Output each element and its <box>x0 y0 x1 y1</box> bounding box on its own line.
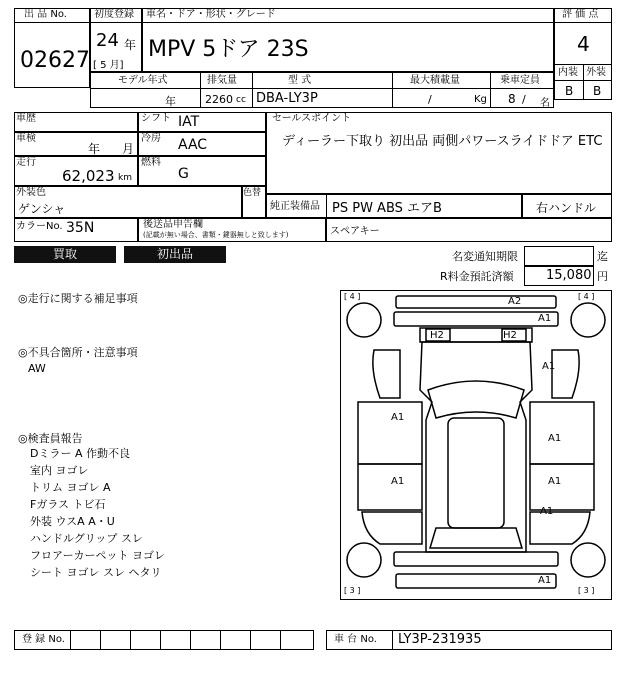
model-year-unit: 年 <box>165 95 176 108</box>
tailgate-shape <box>394 552 558 566</box>
shift-label: シフト <box>141 113 171 124</box>
displacement: 2260 <box>205 93 233 106</box>
fuel: G <box>178 166 189 182</box>
lot-number-label: 出 品 No. <box>24 9 67 20</box>
first-registration-year: 24 <box>96 30 119 51</box>
front-bumper-shape <box>396 296 556 308</box>
damage-front-fender-right: A1 <box>542 361 556 372</box>
steering: 右ハンドル <box>536 201 597 215</box>
sales-point: ディーラー下取り 初出品 両側パワースライドドア ETC <box>282 134 603 149</box>
capacity-label: 乗車定員 <box>500 75 540 86</box>
mileage-label: 走行 <box>16 157 36 168</box>
damage-front-bumper: A2 <box>508 296 522 307</box>
exterior-color-label: 外装色 <box>16 187 46 198</box>
year-unit: 年 <box>124 38 137 52</box>
inspector-line: シート ヨゴレ スレ ヘタリ <box>30 566 162 579</box>
damage-rear-door-right: A1 <box>548 476 562 487</box>
tire-tread-front-right: [ 4 ] <box>578 292 595 301</box>
chassis-number-label: 車 台 No. <box>334 634 377 645</box>
interior-grade-label: 内装 <box>558 67 578 78</box>
inspector-line: トリム ヨゴレ A <box>30 481 111 494</box>
oem-equipment-label: 純正装備品 <box>270 201 320 212</box>
damage-rear-bumper: A1 <box>538 575 552 586</box>
model-label: 型 式 <box>288 75 312 86</box>
front-fender-right-shape <box>552 350 579 398</box>
tire-rear-right-icon <box>571 543 605 577</box>
shaken-year-unit: 年 <box>88 142 101 156</box>
car-outline <box>340 290 612 600</box>
front-grille-shape <box>394 312 558 326</box>
damage-front-door-left: A1 <box>391 412 405 423</box>
chassis-number: LY3P-231935 <box>398 632 482 647</box>
ac: AAC <box>178 137 208 153</box>
capacity-separator: / <box>522 93 526 106</box>
driving-notes-label: ◎走行に関する補足事項 <box>18 292 138 305</box>
inspector-line: Dミラー A 作動不良 <box>30 447 130 460</box>
rear-window-shape <box>430 528 522 548</box>
defects: AW <box>28 362 46 375</box>
ac-label: 冷房 <box>141 133 161 144</box>
history-label: 車歴 <box>16 113 36 124</box>
first-listing-button: 初出品 <box>124 246 226 263</box>
exterior-grade: B <box>593 84 602 98</box>
oem-equipment: PS PW ABS エアB <box>332 201 442 216</box>
exterior-grade-label: 外装 <box>586 67 606 78</box>
capacity: 8 <box>508 92 516 106</box>
tire-tread-front-left: [ 4 ] <box>344 292 361 301</box>
name-change-deadline-label: 名変通知期限 <box>452 250 518 263</box>
model-code: DBA-LY3P <box>256 91 318 106</box>
first-registration-label: 初度登録 <box>94 9 134 20</box>
inspector-line: フロアーカーペット ヨゴレ <box>30 549 165 562</box>
rear-bumper-shape <box>396 574 556 588</box>
body-shape <box>420 342 532 552</box>
tire-tread-rear-left: [ 3 ] <box>344 586 361 595</box>
exterior-color: ゲンシャ <box>18 202 66 216</box>
tire-front-left-icon <box>347 303 381 337</box>
shipping-label: 後送品申告欄 <box>143 219 203 230</box>
displacement-unit: cc <box>236 95 246 105</box>
damage-front-grille: A1 <box>538 313 552 324</box>
fuel-label: 燃料 <box>141 157 161 168</box>
model-year-label: モデル年式 <box>118 75 168 86</box>
damage-headlight-right: H2 <box>503 330 517 341</box>
rating-label: 評 価 点 <box>562 9 599 20</box>
shift: IAT <box>178 114 200 130</box>
name-change-deadline-box <box>524 246 594 266</box>
color-no: 35N <box>66 220 95 236</box>
max-load-label: 最大積載量 <box>410 75 460 86</box>
lot-number: 02627 <box>20 48 90 73</box>
color-change-label: 色替 <box>243 188 262 198</box>
buy-button: 買取 <box>14 246 116 263</box>
car-name: MPV 5ドア 23S <box>148 37 309 62</box>
shaken-month-unit: 月 <box>122 142 135 156</box>
sales-point-label: セールスポイント <box>272 113 352 124</box>
first-registration-month: [ 5 月] <box>93 60 124 71</box>
rear-door-right-shape <box>530 464 594 510</box>
rear-quarter-left-shape <box>362 512 422 544</box>
tire-rear-left-icon <box>347 543 381 577</box>
inspector-line: 室内 ヨゴレ <box>30 464 89 477</box>
defects-label: ◎不具合箇所・注意事項 <box>18 346 138 359</box>
name-change-unit: 迄 <box>597 250 608 263</box>
overall-rating: 4 <box>577 32 590 56</box>
inspector-line: ハンドルグリップ スレ <box>30 532 143 545</box>
roof-shape <box>448 418 504 528</box>
inspector-report-label: ◎検査員報告 <box>18 432 83 445</box>
tire-tread-rear-right: [ 3 ] <box>578 586 595 595</box>
rear-door-left-shape <box>358 464 422 510</box>
car-name-label: 車名・ドア・形状・グレード <box>146 9 276 20</box>
damage-rear-quarter-right: A1 <box>540 506 554 517</box>
front-door-right-shape <box>530 402 594 464</box>
recycle-fee-label: R料金預託済額 <box>440 270 514 283</box>
tire-front-right-icon <box>571 303 605 337</box>
front-fender-left-shape <box>373 350 400 398</box>
mileage: 62,023 <box>62 167 115 185</box>
interior-grade: B <box>565 84 574 98</box>
capacity-unit: 名 <box>540 98 550 109</box>
windshield-shape <box>428 381 524 418</box>
damage-headlight-left: H2 <box>430 330 444 341</box>
inspector-line: 外装 ウスA A・U <box>30 515 115 528</box>
shaken-label: 車検 <box>16 133 36 144</box>
damage-front-door-right: A1 <box>548 433 562 444</box>
shipping-note: (記載が無い場合、書類・鍵器無しと致します) <box>143 231 289 239</box>
recycle-fee-unit: 円 <box>597 270 608 283</box>
damage-rear-door-left: A1 <box>391 476 405 487</box>
inspector-line: Fガラス トビ石 <box>30 498 106 511</box>
recycle-fee: 15,080 <box>546 268 592 283</box>
rear-quarter-right-shape <box>530 512 590 544</box>
color-no-label: カラーNo. <box>16 221 63 232</box>
max-load-unit: Kg <box>474 94 487 105</box>
displacement-label: 排気量 <box>207 75 237 86</box>
registration-number-label: 登 録 No. <box>22 634 65 645</box>
mileage-unit: km <box>118 173 132 183</box>
max-load-separator: / <box>428 93 432 106</box>
shipping-items: スペアキー <box>330 226 380 237</box>
front-door-left-shape <box>358 402 422 464</box>
